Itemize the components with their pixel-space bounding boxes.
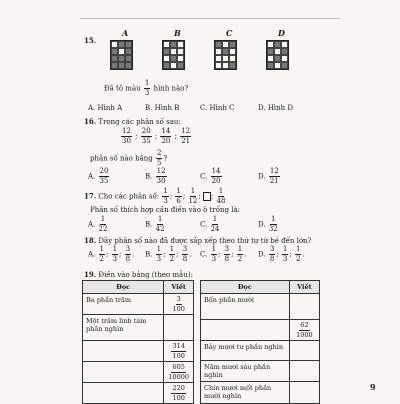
q18-text: Dãy phân số nào đã được sắp xếp theo thứ tự từ bé đến lớn?	[98, 237, 312, 245]
q18-option-d[interactable]: D. $\frac{3}{8}$ ; $\frac{1}{3}$ ; $\frac{1}{2}$ .	[258, 245, 305, 263]
q17-option-a[interactable]: A. $\frac{1}{22}$	[88, 215, 108, 233]
q16-option-c[interactable]: C. $\frac{14}{20}$	[200, 167, 221, 185]
q16-ask: phân số nào bằng $\frac{2}{5}$ ?	[90, 149, 168, 167]
blank-box[interactable]	[203, 192, 211, 201]
cell-doc[interactable]	[83, 362, 164, 383]
cell-doc[interactable]: Ba phần trăm	[83, 294, 164, 315]
table-right	[200, 280, 320, 404]
q17-option-b[interactable]: B. $\frac{1}{42}$	[145, 215, 165, 233]
table-row	[83, 362, 194, 383]
table-row	[83, 294, 194, 315]
cell-viet[interactable]: $\frac{314}{100}$	[164, 341, 194, 362]
q16-frac-2: $\frac{20}{35}$	[141, 127, 151, 145]
q18-number: 18.	[84, 236, 97, 245]
cell-viet[interactable]: $\frac{220}{100}$	[164, 383, 194, 404]
q15-text-post: hình nào?	[153, 84, 189, 93]
cell-doc[interactable]	[83, 341, 164, 362]
q15-option-c[interactable]: C. Hình C	[200, 104, 235, 112]
header-doc: Đọc	[201, 281, 290, 294]
top-rule	[80, 18, 340, 19]
cell-viet[interactable]	[289, 382, 319, 404]
q15-option-a[interactable]: A. Hình A	[88, 104, 123, 112]
q16-option-a[interactable]: A. $\frac{20}{35}$	[88, 167, 109, 185]
cell-doc[interactable]: Một trăm linh tám phần nghìn	[83, 315, 164, 341]
q17-ask: Phân số thích hợp cần điền vào ô trống là:	[90, 206, 241, 214]
q18-option-a[interactable]: A. $\frac{1}{2}$ ; $\frac{1}{3}$ ; $\frac{3}{8}$ .	[88, 245, 135, 263]
q17-header: 17. Cho các phân số: $\frac{1}{3}$ ; $\frac{1}{6}$ ; $\frac{1}{12}$ ; ; $\frac{1}{48}$	[84, 187, 226, 205]
q16-option-d[interactable]: D. $\frac{12}{21}$	[258, 167, 279, 185]
header-doc: Đọc	[83, 281, 164, 294]
q19-header	[84, 270, 193, 279]
q18-option-b[interactable]: B. $\frac{1}{3}$ ; $\frac{1}{2}$ ; $\frac{3}{8}$ .	[145, 245, 192, 263]
cell-viet[interactable]: $\frac{605}{10000}$	[164, 362, 194, 383]
q16-frac-4: $\frac{12}{21}$	[181, 127, 191, 145]
q19-number: 19.	[84, 270, 97, 279]
cell-doc[interactable]	[83, 383, 164, 404]
cell-doc[interactable]: Chín mươi mốt phần mười nghìn	[201, 382, 290, 404]
q17-text: Cho các phân số:	[98, 192, 160, 201]
cell-viet[interactable]	[164, 315, 194, 341]
q15-option-b[interactable]: B. Hình B	[145, 104, 180, 112]
table-row	[201, 382, 320, 404]
q17-number: 17.	[84, 191, 97, 201]
table-row	[201, 294, 320, 320]
q16-number: 16.	[84, 117, 97, 126]
figure-a	[110, 40, 133, 70]
cell-viet[interactable]	[289, 341, 319, 361]
q16-frac-1: $\frac{12}{30}$	[122, 127, 131, 145]
cell-doc[interactable]: Bảy mươi tư phần nghìn	[201, 341, 290, 361]
header-viet: Viết	[164, 281, 194, 294]
table-row	[201, 341, 320, 361]
q19-text: Điền vào bảng (theo mẫu):	[98, 271, 193, 279]
figure-label-c: C	[226, 28, 233, 38]
cell-viet[interactable]: $\frac{62}{1000}$	[289, 320, 319, 341]
cell-viet[interactable]	[289, 361, 319, 382]
cell-doc[interactable]: Bốn phần mười	[201, 294, 290, 320]
q18-header	[84, 236, 311, 245]
q15-option-d[interactable]: D. Hình D	[258, 104, 294, 112]
figure-label-b: B	[174, 28, 181, 38]
q15-number: 15.	[84, 36, 97, 45]
figure-b	[162, 40, 185, 70]
cell-viet[interactable]: $\frac{3}{100}$	[164, 294, 194, 315]
cell-doc[interactable]	[201, 320, 290, 341]
table-row	[83, 383, 194, 404]
q17-option-d[interactable]: D. $\frac{1}{32}$	[258, 215, 278, 233]
table-left	[82, 280, 194, 404]
page-number: 9	[370, 382, 376, 392]
q16-fraction-list: $\frac{12}{30}$ ; $\frac{20}{35}$ ; $\frac{14}{20}$ ; $\frac{12}{21}$	[122, 127, 191, 145]
q16-option-b[interactable]: B. $\frac{12}{30}$	[145, 167, 166, 185]
frac-num: 1	[144, 79, 150, 87]
q16-text: Trong các phân số sau:	[98, 118, 181, 126]
q18-option-c[interactable]: C. $\frac{1}{3}$ ; $\frac{3}{8}$ ; $\frac{1}{2}$ .	[200, 245, 247, 263]
table-row	[83, 315, 194, 341]
q16-ask-fraction: $\frac{2}{5}$	[157, 149, 162, 167]
q16-frac-3: $\frac{14}{20}$	[161, 127, 171, 145]
figure-label-d: D	[278, 28, 285, 38]
figure-c	[214, 40, 237, 70]
frac-den: 3	[144, 89, 150, 97]
table-row	[201, 320, 320, 341]
q16-header	[84, 117, 181, 126]
table-row	[83, 341, 194, 362]
q15-text-pre: Đã tô màu	[104, 84, 141, 93]
q17-option-c[interactable]: C. $\frac{1}{24}$	[200, 215, 220, 233]
figure-d	[266, 40, 289, 70]
cell-viet[interactable]	[289, 294, 319, 320]
figure-label-a: A	[122, 28, 129, 38]
q15-fraction	[144, 80, 150, 97]
table-row	[201, 361, 320, 382]
q15-question	[104, 80, 188, 97]
header-viet: Viết	[289, 281, 319, 294]
cell-doc[interactable]: Năm mươi sáu phần nghìn	[201, 361, 290, 382]
